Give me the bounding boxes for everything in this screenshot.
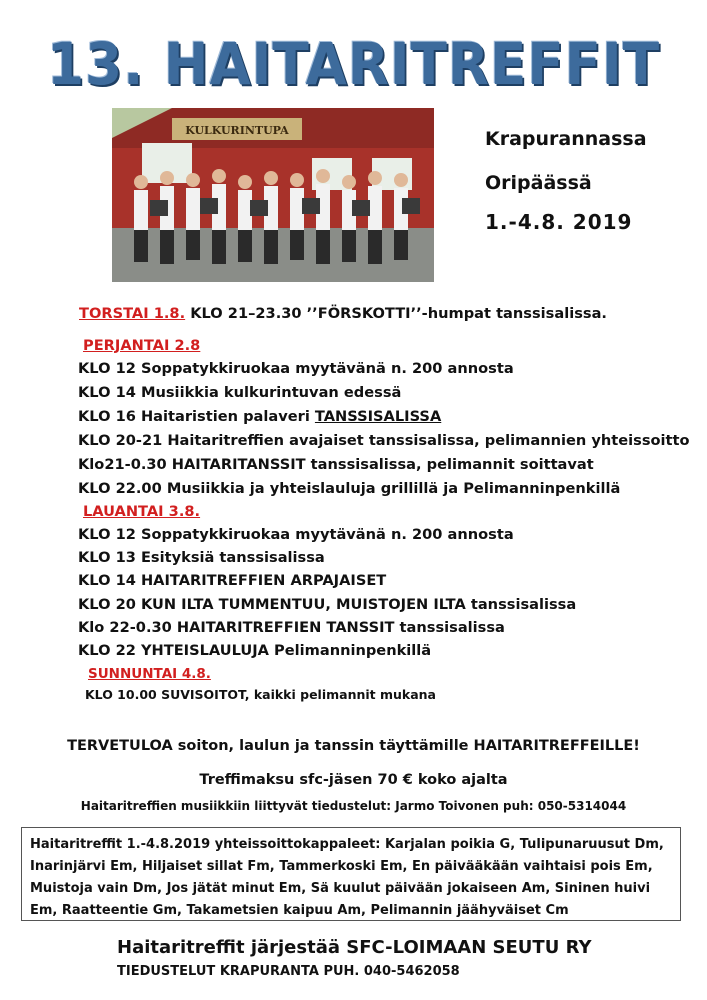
- svg-text:KULKURINTUPA: KULKURINTUPA: [185, 124, 289, 137]
- schedule-item: KLO 13 Esityksiä tanssisalissa: [78, 549, 325, 566]
- poster-title: 13. HAITARITREFFIT: [46, 30, 661, 98]
- location-town: Oripäässä: [485, 172, 592, 194]
- schedule-item: KLO 10.00 SUVISOITOT, kaikki pelimannit mukana: [85, 687, 436, 702]
- day-heading-friday: PERJANTAI 2.8: [83, 337, 201, 354]
- day-heading-thursday: TORSTAI 1.8.: [79, 305, 186, 322]
- schedule-item: Klo21-0.30 HAITARITANSSIT tanssisalissa, pelimannit soittavat: [78, 456, 594, 473]
- fee-text: Treffimaksu sfc-jäsen 70 € koko ajalta: [199, 772, 508, 788]
- schedule-item: Klo 22-0.30 HAITARITREFFIEN TANSSIT tanssisalissa: [78, 619, 505, 636]
- underlined-word: TANSSISALISSA: [314, 408, 442, 425]
- phone-number: 050-5314044: [537, 799, 627, 813]
- schedule-item: KLO 22.00 Musiikkia ja yhteislauluja grillillä ja Pelimanninpenkillä: [78, 480, 621, 497]
- event-dates: 1.-4.8. 2019: [485, 210, 633, 234]
- organizer-text: Haitaritreffit järjestää SFC-LOIMAAN SEUTU RY: [117, 937, 592, 958]
- thursday-text: KLO 21–23.30 ’’FÖRSKOTTI’’-humpat tanssisalissa.: [185, 305, 607, 322]
- contact-text: TIEDUSTELUT KRAPURANTA PUH. 040-5462058: [117, 964, 460, 979]
- songs-box: Haitaritreffit 1.-4.8.2019 yhteissoittokappaleet: Karjalan poikia G, Tulipunaruusut Dm, Inarinjärvi Em, Hiljaiset sillat Fm, Tammerkoski Em, En päivääkään vaihtaisi pois Em, Muistoja vain Dm, Jos jätät minut Em, Sä kuulut päivään jokaiseen Am, Sininen huivi Em, Raatteentie Gm, Takametsien kaipuu Am, Pelimannin jäähyväiset Cm: [21, 827, 681, 921]
- inquiries-text: Haitaritreffien musiikkiin liittyvät tiedustelut: Jarmo Toivonen puh: 050-5314044: [80, 799, 627, 813]
- group-photo: [112, 108, 434, 282]
- welcome-text: TERVETULOA soiton, laulun ja tanssin täyttämille HAITARITREFFEILLE!: [67, 738, 640, 754]
- schedule-item: KLO 22 YHTEISLAULUJA Pelimanninpenkillä: [78, 642, 432, 659]
- day-heading-saturday: LAUANTAI 3.8.: [83, 503, 201, 520]
- schedule-item: KLO 16 Haitaristien palaveri TANSSISALISSA: [78, 408, 442, 425]
- schedule-item: KLO 14 Musiikkia kulkurintuvan edessä: [78, 384, 402, 401]
- day-heading-sunday: SUNNUNTAI 4.8.: [88, 666, 211, 682]
- schedule-item: KLO 20 KUN ILTA TUMMENTUU, MUISTOJEN ILTA tanssisalissa: [78, 596, 577, 613]
- schedule-item: KLO 12 Soppatykkiruokaa myytävänä n. 200 annosta: [78, 526, 514, 543]
- schedule-item: KLO 12 Soppatykkiruokaa myytävänä n. 200 annosta: [78, 360, 514, 377]
- location-place: Krapurannassa: [485, 128, 647, 150]
- schedule-item: KLO 20-21 Haitaritreffien avajaiset tanssisalissa, pelimannien yhteissoitto: [78, 432, 690, 449]
- thursday-line: [79, 305, 607, 322]
- schedule-item: KLO 14 HAITARITREFFIEN ARPAJAISET: [78, 572, 387, 589]
